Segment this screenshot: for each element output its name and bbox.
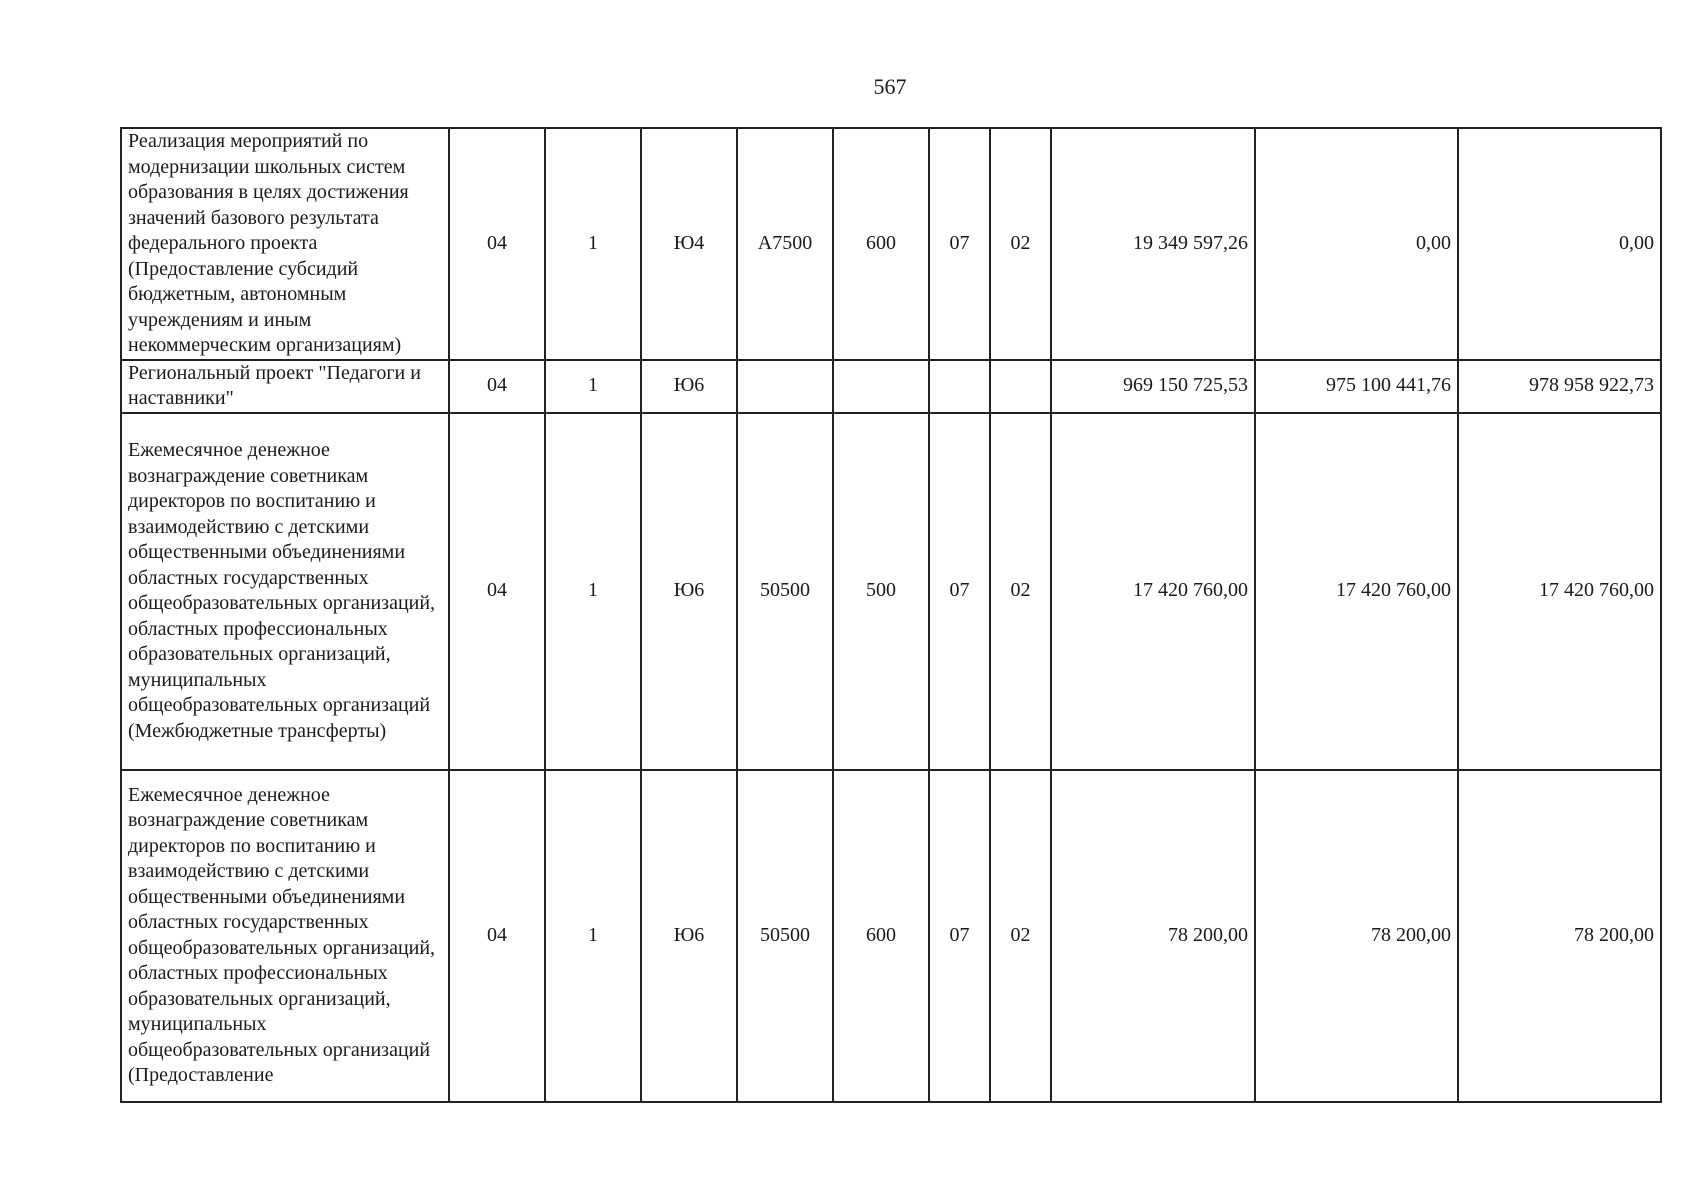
program-code: 04 <box>449 360 545 413</box>
row-description: Ежемесячное денежное вознаграждение советникам директоров по воспитанию и взаимодействию с детскими общественными объединениями областных государственных общеобразовательных организаций, областных профессиональных образовательных организаций, муниципальных общеобразовательных организаций (Предоставление <box>121 770 449 1102</box>
row-description: Ежемесячное денежное вознаграждение советникам директоров по воспитанию и взаимодействию с детскими общественными объединениями областных государственных общеобразовательных организаций, областных профессиональных образовательных организаций, муниципальных общеобразовательных организаций (Межбюджетные трансферты) <box>121 413 449 770</box>
program-code: 04 <box>449 128 545 360</box>
section-code: 07 <box>929 770 990 1102</box>
table-row <box>121 360 1661 413</box>
row-description: Реализация мероприятий по модернизации школьных систем образования в целях достижения значений базового результата федерального проекта (Предоставление субсидий бюджетным, автономным учреждениям и иным некоммерческим организациям) <box>121 128 449 360</box>
amount-year-1: 78 200,00 <box>1051 770 1255 1102</box>
subsection-code: 02 <box>990 770 1051 1102</box>
subprogram-code: 1 <box>545 770 641 1102</box>
table-row <box>121 770 1661 1102</box>
amount-year-1: 17 420 760,00 <box>1051 413 1255 770</box>
expense-type-code <box>833 360 929 413</box>
project-code: Ю6 <box>641 770 737 1102</box>
table-row <box>121 413 1661 770</box>
section-code: 07 <box>929 413 990 770</box>
project-code: Ю4 <box>641 128 737 360</box>
direction-code: А7500 <box>737 128 833 360</box>
program-code: 04 <box>449 413 545 770</box>
program-code: 04 <box>449 770 545 1102</box>
amount-year-1: 19 349 597,26 <box>1051 128 1255 360</box>
project-code: Ю6 <box>641 360 737 413</box>
subsection-code: 02 <box>990 128 1051 360</box>
amount-year-2: 975 100 441,76 <box>1255 360 1458 413</box>
budget-table <box>120 127 1662 1103</box>
amount-year-3: 0,00 <box>1458 128 1661 360</box>
direction-code: 50500 <box>737 770 833 1102</box>
amount-year-2: 0,00 <box>1255 128 1458 360</box>
subprogram-code: 1 <box>545 360 641 413</box>
amount-year-2: 17 420 760,00 <box>1255 413 1458 770</box>
amount-year-3: 978 958 922,73 <box>1458 360 1661 413</box>
page-number: 567 <box>873 74 907 99</box>
subsection-code: 02 <box>990 413 1051 770</box>
amount-year-1: 969 150 725,53 <box>1051 360 1255 413</box>
table-row <box>121 128 1661 360</box>
direction-code: 50500 <box>737 413 833 770</box>
expense-type-code: 600 <box>833 770 929 1102</box>
direction-code <box>737 360 833 413</box>
amount-year-2: 78 200,00 <box>1255 770 1458 1102</box>
amount-year-3: 17 420 760,00 <box>1458 413 1661 770</box>
subprogram-code: 1 <box>545 413 641 770</box>
expense-type-code: 500 <box>833 413 929 770</box>
section-code: 07 <box>929 128 990 360</box>
subsection-code <box>990 360 1051 413</box>
row-description: Региональный проект "Педагоги и наставники" <box>121 360 449 413</box>
amount-year-3: 78 200,00 <box>1458 770 1661 1102</box>
section-code <box>929 360 990 413</box>
subprogram-code: 1 <box>545 128 641 360</box>
expense-type-code: 600 <box>833 128 929 360</box>
project-code: Ю6 <box>641 413 737 770</box>
